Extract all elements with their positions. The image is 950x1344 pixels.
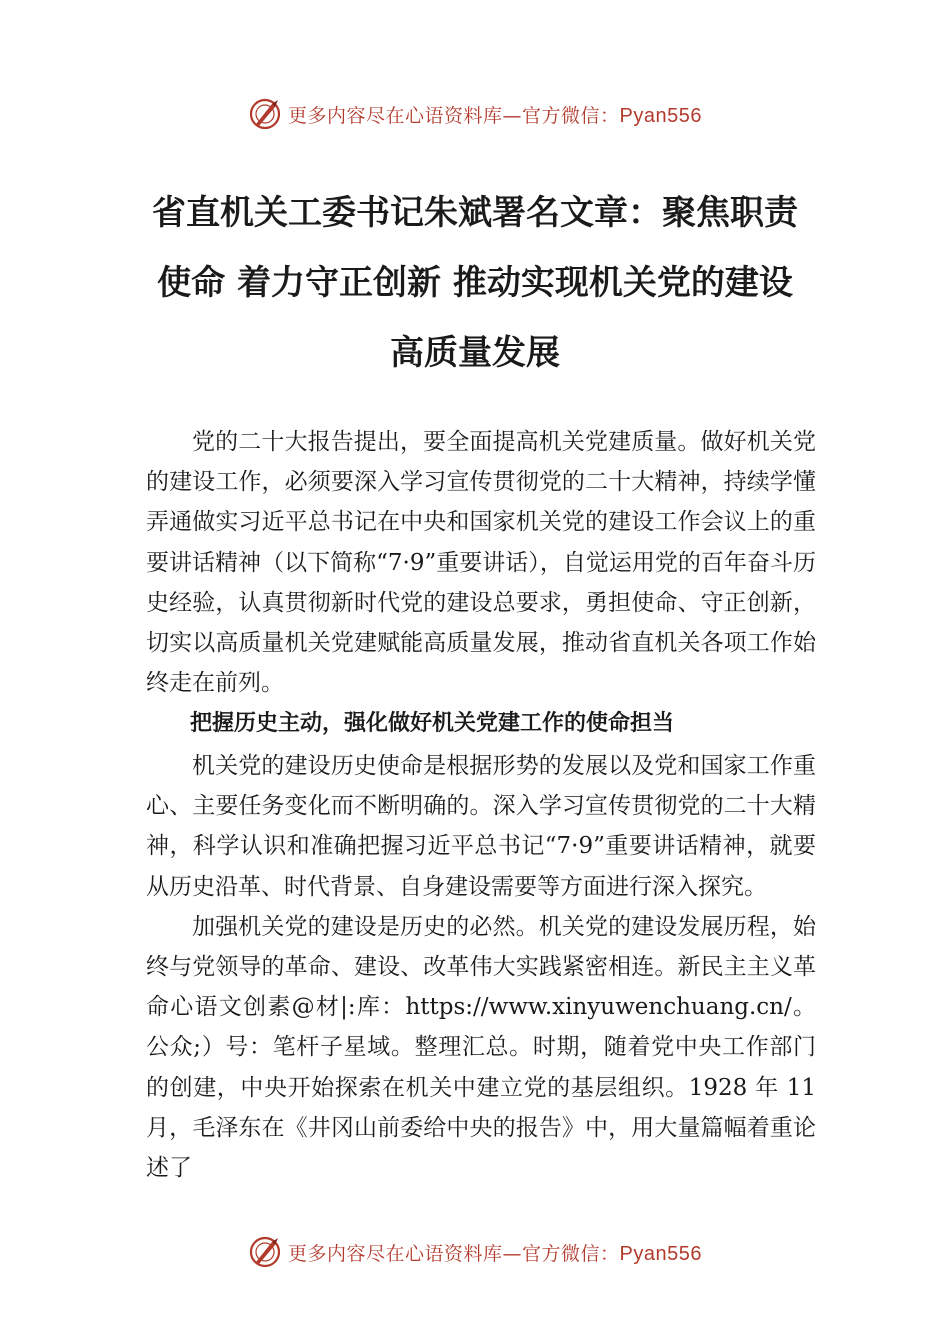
section-paragraph-2: 加强机关党的建设是历史的必然。机关党的建设发展历程，始终与党领导的革命、建设、改革伟大实践紧密相连。新民主主义革命心语文创素@材|:库：https://www.xinyuwenchuang.cn/。公众;）号：笔杆子星域。整理汇总。时期，随着党中央工作部门的创建，中央开始探索在机关中建立党的基层组织。1928 年 11 月，毛泽东在《井冈山前委给中央的报告》中，用大量篇幅着重论述了 bbox=[146, 913, 816, 1182]
intro-paragraph: 党的二十大报告提出，要全面提高机关党建质量。做好机关党的建设工作，必须要深入学习宣传贯彻党的二十大精神，持续学懂弄通做实习近平总书记在中央和国家机关党的建设工作会议上的重要讲话精神（以下简称“7·9”重要讲话），自觉运用党的百年奋斗历史经验，认真贯彻新时代党的建设总要求，勇担使命、守正创新，切实以高质量机关党建赋能高质量发展，推动省直机关各项工作始终走在前列。 bbox=[146, 429, 816, 697]
section-paragraph-1: 机关党的建设历史使命是根据形势的发展以及党和国家工作重心、主要任务变化而不断明确的。深入学习宣传贯彻党的二十大精神，科学认识和准确把握习近平总书记“7·9”重要讲话精神，就要从历史沿革、时代背景、自身建设需要等方面进行深入探究。 bbox=[146, 753, 816, 900]
footer-watermark-banner bbox=[0, 1232, 950, 1272]
watermark-text: 更多内容尽在心语资料库—官方微信：Pyan556 bbox=[288, 104, 702, 127]
section-heading: 把握历史主动，强化做好机关党建工作的使命担当 bbox=[190, 711, 675, 736]
watermark-handle: Pyan556 bbox=[619, 1242, 702, 1265]
watermark-handle: Pyan556 bbox=[619, 104, 702, 127]
quill-seal-icon bbox=[248, 97, 282, 131]
header-watermark-banner bbox=[0, 94, 950, 134]
quill-seal-icon bbox=[248, 1235, 282, 1269]
watermark-text: 更多内容尽在心语资料库—官方微信：Pyan556 bbox=[288, 1242, 702, 1265]
section-body bbox=[146, 746, 816, 1188]
section-heading-block bbox=[146, 704, 816, 744]
intro-body bbox=[146, 422, 816, 703]
article-title: 省直机关工委书记朱斌署名文章：聚焦职责使命 着力守正创新 推动实现机关党的建设高质量发展 bbox=[152, 193, 798, 373]
